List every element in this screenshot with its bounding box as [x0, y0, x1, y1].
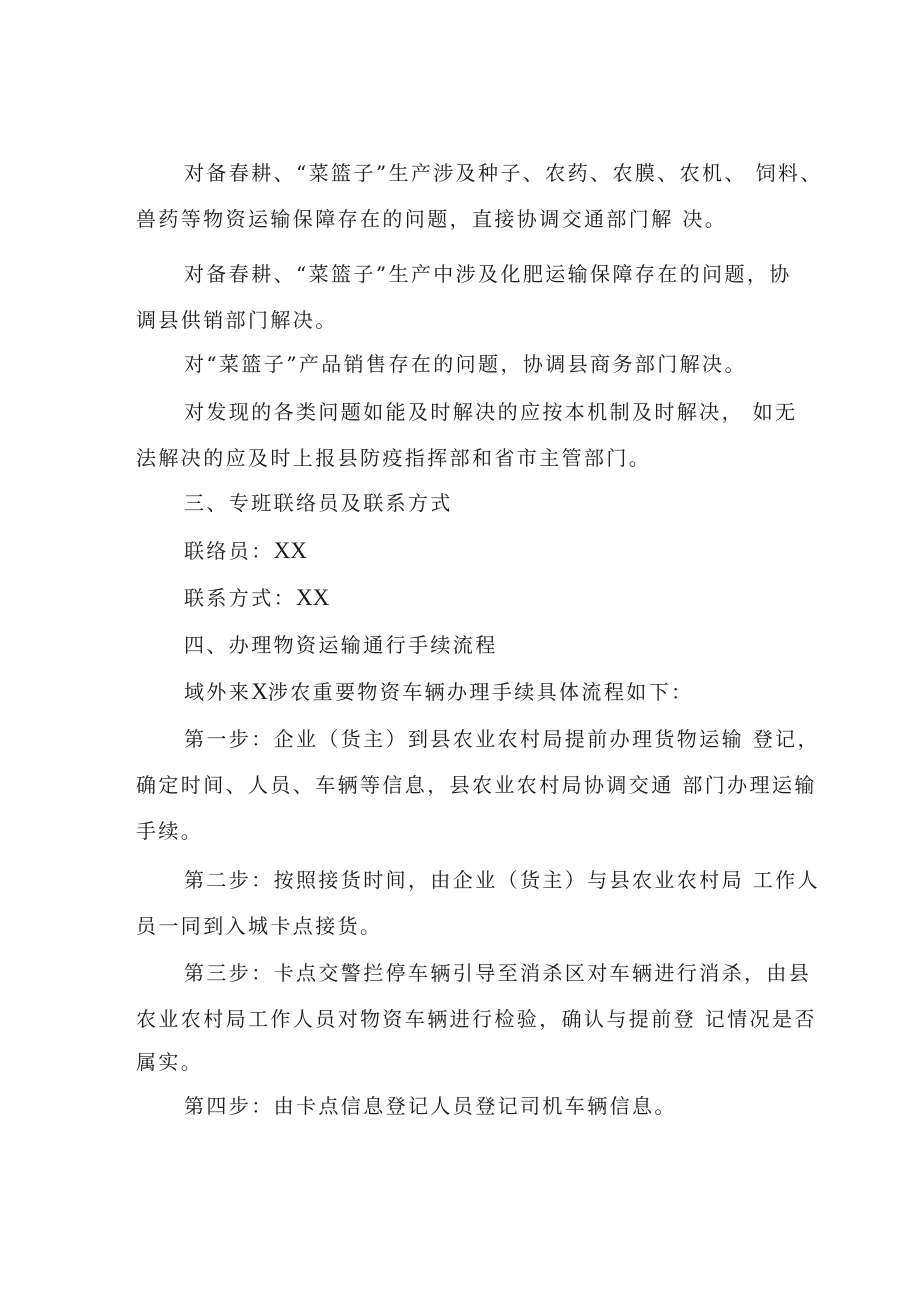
- contact-line: [136, 586, 796, 610]
- paragraph-escalation: [136, 400, 796, 470]
- text-line: 第四步：由卡点信息登记人员登记司机车辆信息。: [184, 1094, 677, 1118]
- contact-value: XX: [296, 585, 330, 610]
- step-two: [136, 868, 820, 938]
- text-line: 第一步：企业（货主）到县农业农村局提前办理货物运输 登记，: [184, 727, 820, 751]
- text-line: 对备春耕、“菜篮子”生产中涉及化肥运输保障存在的问题，协: [184, 262, 792, 286]
- text-line: 对“菜篮子”产品销售存在的问题，协调县商务部门解决。: [184, 352, 747, 376]
- text-line: 调县供销部门解决。: [136, 308, 338, 332]
- paragraph-fertilizer: [136, 262, 796, 332]
- text-line: [136, 680, 796, 704]
- text-line: 确定时间、人员、车辆等信息，县农业农村局协调交通 部门办理运输: [136, 773, 817, 797]
- text-line: 员一同到入城卡点接货。: [136, 914, 383, 938]
- step-three: [136, 961, 817, 1074]
- intro-suffix: 涉农重要物资车辆办理手续具体流程如下：: [267, 680, 694, 704]
- section4-heading: [136, 633, 796, 657]
- intro-x: X: [251, 679, 268, 704]
- text-line: 手续。: [136, 819, 204, 843]
- intro-prefix: 域外来: [184, 680, 252, 704]
- text-line: 第二步：按照接货时间，由企业（货主）与县农业农村局 工作人: [184, 868, 820, 892]
- step-one: [136, 727, 820, 843]
- liaison-label: 联络员：: [184, 539, 274, 563]
- liaison-value: XX: [273, 538, 307, 563]
- text-line: [136, 586, 796, 610]
- text-line: 第三步：卡点交警拦停车辆引导至消杀区对车辆进行消杀，由县: [184, 961, 812, 985]
- section4-intro: [136, 680, 796, 704]
- paragraph-sales: [136, 352, 796, 376]
- text-line: 属实。: [136, 1050, 204, 1074]
- text-line: 农业农村局工作人员对物资车辆进行检验，确认与提前登 记情况是否: [136, 1007, 817, 1031]
- text-line: [136, 539, 796, 563]
- step-four: [136, 1094, 796, 1118]
- heading-text: 三、专班联络员及联系方式: [184, 491, 453, 515]
- text-line: 对发现的各类问题如能及时解决的应按本机制及时解决， 如无: [184, 400, 798, 424]
- heading-text: 四、办理物资运输通行手续流程: [184, 633, 498, 657]
- liaison-line: [136, 539, 796, 563]
- contact-label: 联系方式：: [184, 586, 296, 610]
- text-line: 对备春耕、“菜篮子”生产涉及种子、农药、农膜、农机、 饲料、: [184, 161, 823, 185]
- paragraph-spring-supplies: [136, 161, 823, 231]
- text-line: 法解决的应及时上报县防疫指挥部和省市主管部门。: [136, 446, 652, 470]
- text-line: 兽药等物资运输保障存在的问题，直接协调交通部门解 决。: [136, 207, 728, 231]
- section3-heading: [136, 491, 796, 515]
